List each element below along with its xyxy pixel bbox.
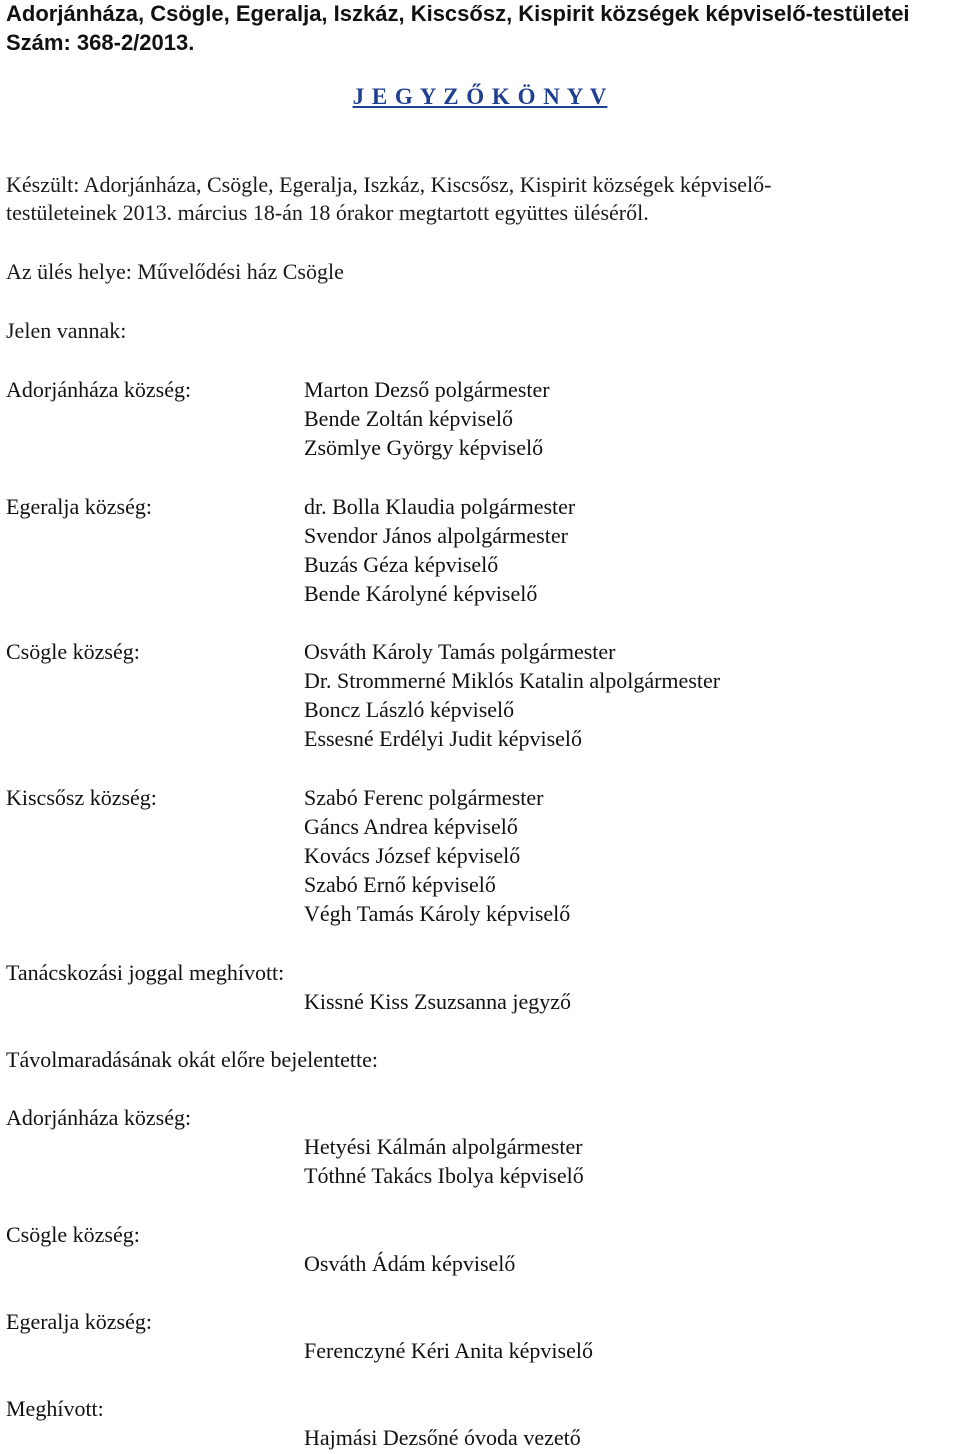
meeting-venue: Az ülés helye: Művelődési ház Csögle xyxy=(6,259,344,284)
absent-group-names xyxy=(304,1336,593,1365)
attendee-name: Essesné Erdélyi Judit képviselő xyxy=(304,726,583,751)
absent-group-label: Csögle község: xyxy=(6,1222,140,1247)
attendee-name: Buzás Géza képviselő xyxy=(304,552,499,577)
header-reference-number: Szám: 368-2/2013. xyxy=(6,30,195,55)
absent-group-label: Adorjánháza község: xyxy=(6,1105,192,1130)
intro-line-1: Készült: Adorjánháza, Csögle, Egeralja, Iszkáz, Kiscsősz, Kispirit községek képviselő- xyxy=(6,172,772,197)
attendee-name: Osváth Károly Tamás polgármester xyxy=(304,639,616,664)
present-heading: Jelen vannak: xyxy=(6,318,127,343)
absent-name: Hetyési Kálmán alpolgármester xyxy=(304,1134,583,1159)
absent-group-names xyxy=(304,1249,515,1278)
present-group-names xyxy=(304,637,720,753)
advisory-label: Tanácskozási joggal meghívott: xyxy=(6,960,285,985)
attendee-name: Dr. Strommerné Miklós Katalin alpolgármester xyxy=(304,668,721,693)
present-group-label: Egeralja község: xyxy=(6,494,152,519)
invited-names xyxy=(304,1423,581,1452)
present-group-names xyxy=(304,783,570,928)
attendee-name: Szabó Ferenc polgármester xyxy=(304,785,544,810)
document-title: J E G Y Z Ő K Ö N Y V xyxy=(352,84,608,109)
attendee-name: Szabó Ernő képviselő xyxy=(304,872,496,897)
attendee-name: Bende Zoltán képviselő xyxy=(304,406,513,431)
absent-name: Ferenczyné Kéri Anita képviselő xyxy=(304,1338,593,1363)
present-group-label: Adorjánháza község: xyxy=(6,377,192,402)
invited-label: Meghívott: xyxy=(6,1396,104,1421)
attendee-name: Marton Dezső polgármester xyxy=(304,377,550,402)
attendee-name: Végh Tamás Károly képviselő xyxy=(304,901,571,926)
present-group-names xyxy=(304,375,550,462)
absent-name: Osváth Ádám képviselő xyxy=(304,1251,516,1276)
absent-group-names xyxy=(304,1132,584,1190)
intro-line-2: testületeinek 2013. március 18-án 18 órakor megtartott együttes üléséről. xyxy=(6,200,649,225)
attendee-name: Bende Károlyné képviselő xyxy=(304,581,538,606)
attendee-name: Boncz László képviselő xyxy=(304,697,515,722)
absent-heading: Távolmaradásának okát előre bejelentette: xyxy=(6,1047,378,1072)
attendee-name: Gáncs Andrea képviselő xyxy=(304,814,518,839)
advisory-name: Kissné Kiss Zsuzsanna jegyző xyxy=(304,989,572,1014)
header-municipalities: Adorjánháza, Csögle, Egeralja, Iszkáz, Kiscsősz, Kispirit községek képviselő-testületei xyxy=(6,1,910,26)
present-group-label: Csögle község: xyxy=(6,639,140,664)
present-group-label: Kiscsősz község: xyxy=(6,785,157,810)
attendee-name: Zsömlye György képviselő xyxy=(304,435,544,460)
absent-group-label: Egeralja község: xyxy=(6,1309,152,1334)
attendee-name: Svendor János alpolgármester xyxy=(304,523,568,548)
invited-name: Hajmási Dezsőné óvoda vezető xyxy=(304,1425,581,1450)
absent-name: Tóthné Takács Ibolya képviselő xyxy=(304,1163,584,1188)
attendee-name: Kovács József képviselő xyxy=(304,843,521,868)
attendee-name: dr. Bolla Klaudia polgármester xyxy=(304,494,576,519)
present-group-names xyxy=(304,492,575,608)
